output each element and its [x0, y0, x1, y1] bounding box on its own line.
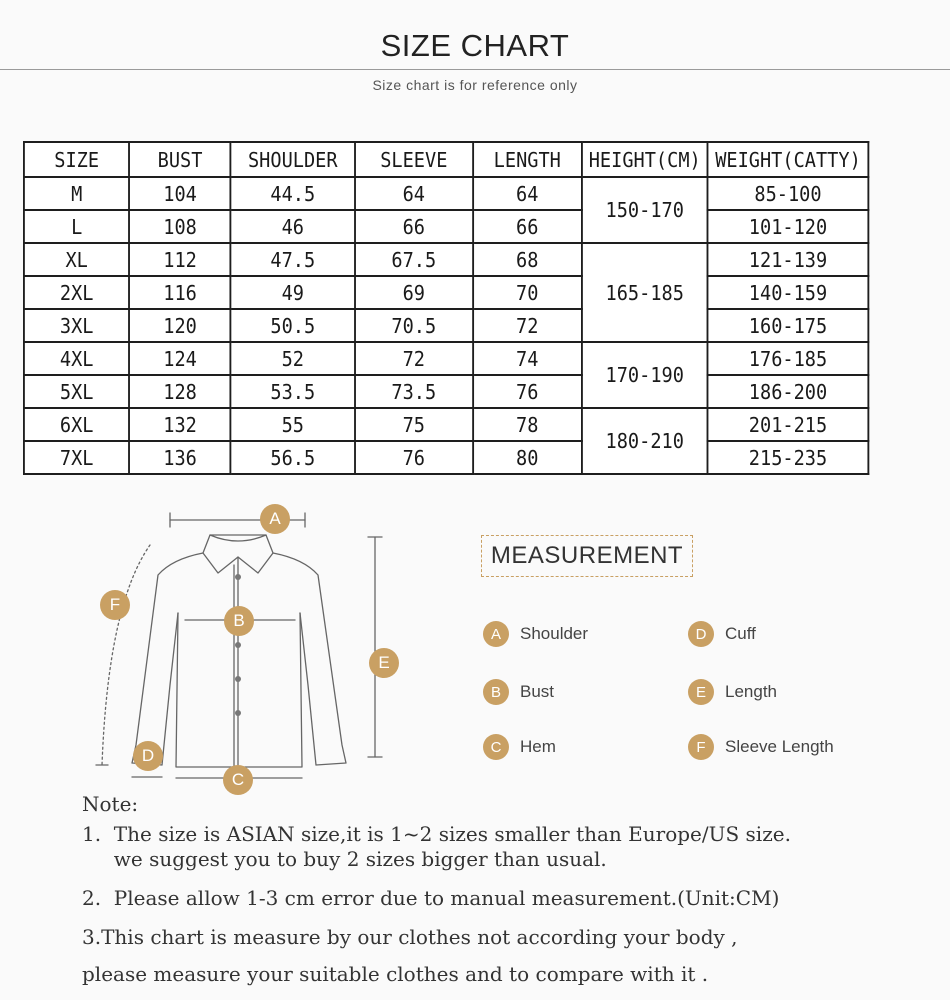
sleeve-cell: 66: [355, 210, 473, 243]
table-row: [24, 375, 868, 408]
marker-a-icon: A: [260, 504, 290, 534]
length-cell: 66: [473, 210, 582, 243]
length-cell: 64: [473, 177, 582, 210]
table-row: [24, 210, 868, 243]
size-cell: 3XL: [24, 309, 130, 342]
shoulder-cell: 50.5: [231, 309, 355, 342]
marker-d-icon: D: [133, 741, 163, 771]
length-cell: 80: [473, 441, 582, 474]
length-cell: 74: [473, 342, 582, 375]
weight-cell: 176-185: [708, 342, 869, 375]
page-title: SIZE CHART: [380, 28, 570, 63]
legend-cuff: [688, 621, 756, 647]
sleeve-cell: 72: [355, 342, 473, 375]
legend-length: [688, 679, 777, 705]
legend-label: Hem: [520, 737, 556, 756]
size-cell: L: [24, 210, 130, 243]
table-row: [24, 177, 868, 210]
page-subtitle: Size chart is for reference only: [372, 77, 578, 93]
legend-a-icon: A: [483, 621, 509, 647]
column-header: WEIGHT(CATTY): [708, 142, 869, 177]
shoulder-cell: 49: [231, 276, 355, 309]
legend-e-icon: E: [688, 679, 714, 705]
sleeve-cell: 73.5: [355, 375, 473, 408]
shoulder-cell: 55: [231, 408, 355, 441]
table-header-row: [24, 142, 868, 177]
length-cell: 76: [473, 375, 582, 408]
shirt-outline-icon: [80, 495, 420, 800]
legend-b-icon: B: [483, 679, 509, 705]
legend-label: Cuff: [725, 624, 756, 643]
bust-cell: 112: [129, 243, 230, 276]
weight-cell: 121-139: [708, 243, 869, 276]
shoulder-cell: 46: [231, 210, 355, 243]
note-line: please measure your suitable clothes and to compare with it .: [82, 962, 709, 986]
legend-sleeve-length: [688, 734, 834, 760]
bust-cell: 120: [129, 309, 230, 342]
legend-d-icon: D: [688, 621, 714, 647]
column-header: HEIGHT(CM): [582, 142, 708, 177]
column-header: SLEEVE: [355, 142, 473, 177]
sleeve-cell: 69: [355, 276, 473, 309]
table-row: [24, 243, 868, 276]
legend-label: Length: [725, 682, 777, 701]
title-divider: [0, 69, 950, 70]
length-cell: 70: [473, 276, 582, 309]
column-header: SIZE: [24, 142, 130, 177]
size-table: [23, 141, 869, 475]
height-cell: 150-170: [582, 177, 708, 243]
weight-cell: 101-120: [708, 210, 869, 243]
legend-shoulder: [483, 621, 588, 647]
length-cell: 78: [473, 408, 582, 441]
shoulder-cell: 52: [231, 342, 355, 375]
legend-label: Sleeve Length: [725, 737, 834, 756]
table-row: [24, 276, 868, 309]
sleeve-cell: 75: [355, 408, 473, 441]
size-cell: 2XL: [24, 276, 130, 309]
weight-cell: 201-215: [708, 408, 869, 441]
bust-cell: 104: [129, 177, 230, 210]
legend-label: Bust: [520, 682, 555, 701]
note-line: we suggest you to buy 2 sizes bigger than usual.: [82, 847, 607, 871]
shoulder-cell: 47.5: [231, 243, 355, 276]
sleeve-cell: 67.5: [355, 243, 473, 276]
height-cell: 170-190: [582, 342, 708, 408]
length-cell: 68: [473, 243, 582, 276]
table-row: [24, 408, 868, 441]
length-cell: 72: [473, 309, 582, 342]
size-cell: M: [24, 177, 130, 210]
height-cell: 180-210: [582, 408, 708, 474]
weight-cell: 140-159: [708, 276, 869, 309]
shirt-diagram: [80, 495, 420, 800]
shoulder-cell: 56.5: [231, 441, 355, 474]
marker-e-icon: E: [369, 648, 399, 678]
size-cell: 7XL: [24, 441, 130, 474]
sleeve-cell: 76: [355, 441, 473, 474]
note-line: 1. The size is ASIAN size,it is 1~2 sizes smaller than Europe/US size.: [82, 822, 791, 846]
shoulder-cell: 44.5: [231, 177, 355, 210]
sleeve-cell: 70.5: [355, 309, 473, 342]
size-cell: XL: [24, 243, 130, 276]
bust-cell: 128: [129, 375, 230, 408]
column-header: SHOULDER: [231, 142, 355, 177]
weight-cell: 186-200: [708, 375, 869, 408]
weight-cell: 160-175: [708, 309, 869, 342]
marker-f-icon: F: [100, 590, 130, 620]
sleeve-cell: 64: [355, 177, 473, 210]
legend-bust: [483, 679, 554, 705]
legend-label: Shoulder: [520, 624, 589, 643]
legend-c-icon: C: [483, 734, 509, 760]
marker-b-icon: B: [224, 606, 254, 636]
table-row: [24, 342, 868, 375]
bust-cell: 108: [129, 210, 230, 243]
size-cell: 5XL: [24, 375, 130, 408]
legend-hem: [483, 734, 556, 760]
size-cell: 4XL: [24, 342, 130, 375]
table-row: [24, 309, 868, 342]
bust-cell: 132: [129, 408, 230, 441]
column-header: BUST: [129, 142, 230, 177]
size-cell: 6XL: [24, 408, 130, 441]
note-line: 2. Please allow 1-3 cm error due to manual measurement.(Unit:CM): [82, 886, 780, 910]
weight-cell: 85-100: [708, 177, 869, 210]
note-line: 3.This chart is measure by our clothes not according your body ,: [82, 925, 738, 949]
shoulder-cell: 53.5: [231, 375, 355, 408]
note-heading: Note:: [82, 792, 139, 816]
marker-c-icon: C: [223, 765, 253, 795]
bust-cell: 136: [129, 441, 230, 474]
measurement-title: MEASUREMENT: [481, 535, 693, 577]
legend-f-icon: F: [688, 734, 714, 760]
table-row: [24, 441, 868, 474]
bust-cell: 116: [129, 276, 230, 309]
height-cell: 165-185: [582, 243, 708, 342]
weight-cell: 215-235: [708, 441, 869, 474]
bust-cell: 124: [129, 342, 230, 375]
column-header: LENGTH: [473, 142, 582, 177]
